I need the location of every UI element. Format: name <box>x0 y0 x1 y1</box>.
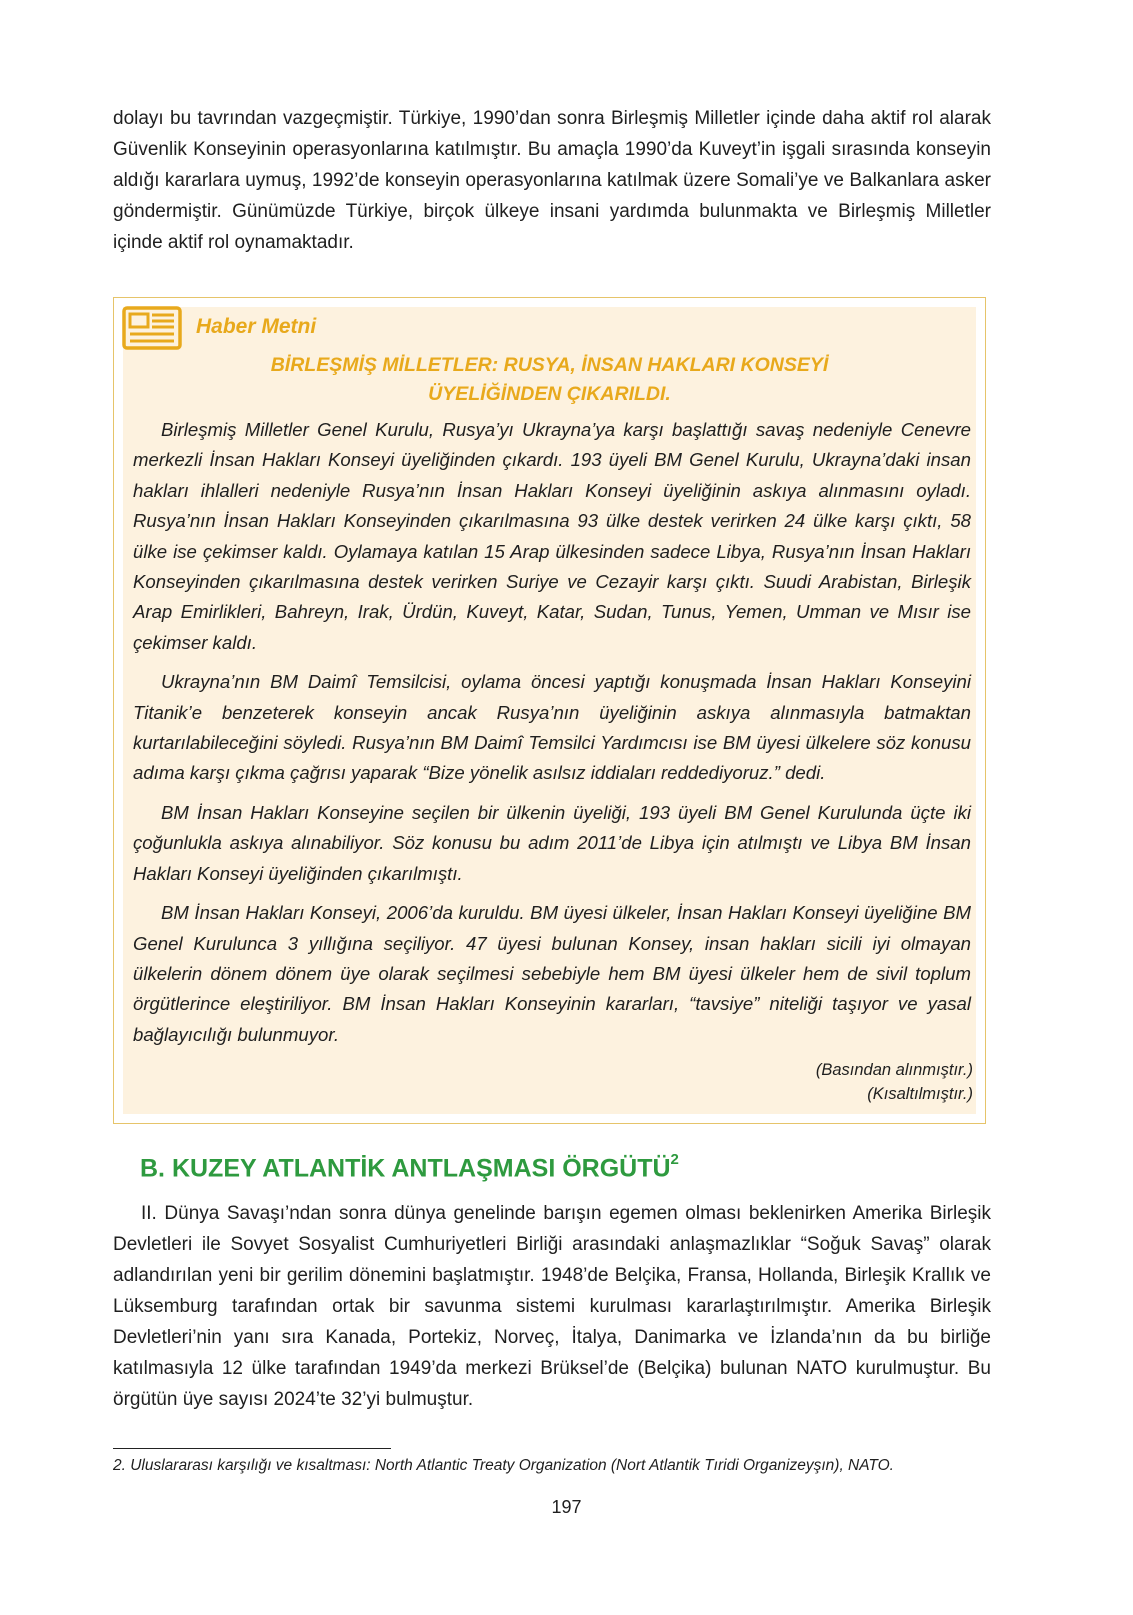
news-source <box>816 1058 973 1106</box>
news-paragraph: BM İnsan Hakları Konseyine seçilen bir ülkenin üyeliği, 193 üyeli BM Genel Kurulunda üçte iki çoğunlukla askıya alınabiliyor. Söz konusu bu adım 2011’de Libya için atılmıştı ve Libya BM İnsan Hakları Konseyi üyeliğinden çıkarılmıştı. <box>133 801 971 884</box>
news-title-line-2: ÜYELİĞİNDEN ÇIKARILDI. <box>428 383 671 405</box>
news-body <box>133 415 971 1059</box>
footnote-divider <box>113 1448 391 1449</box>
news-paragraph: Birleşmiş Milletler Genel Kurulu, Rusya’yı Ukrayna’ya karşı başlattığı savaş nedeniyle Cenevre merkezli İnsan Hakları Konseyi üyeliğinden çıkardı. 193 üyeli BM Genel Kurulu, Ukrayna’daki insan hakları ihlalleri nedeniyle Rusya’nın İnsan Hakları Konseyi üyeliğinin askıya alınmasını oyladı. Rusya’nın İnsan Hakları Konseyinden çıkarılmasına 93 ülke destek verirken 24 ülke karşı çıktı, 58 ülke ise çekimser kaldı. Oylamaya katılan 15 Arap ülkesinden sadece Libya, Rusya’nın İnsan Hakları Konseyinden çıkarılmasına destek verirken Suriye ve Cezayir karşı çıktı. Suudi Arabistan, Birleşik Arap Emirlikleri, Bahreyn, Irak, Ürdün, Kuveyt, Katar, Sudan, Tunus, Yemen, Umman ve Mısır ise çekimser kaldı. <box>133 419 971 653</box>
intro-paragraph: dolayı bu tavrından vazgeçmiştir. Türkiye, 1990’dan sonra Birleşmiş Milletler içinde daha aktif rol alarak Güvenlik Konseyinin operasyonlarına katılmıştır. Bu amaçla 1990’da Kuveyt’in işgali sırasında konseyin aldığı kararlara uymuş, 1992’de konseyin operasyonlarına katılmak üzere Somali’ye ve Balkanlara asker göndermiştir. Günümüzde Türkiye, birçok ülkeye insani yardımda bulunmakta ve Birleşmiş Milletler içinde aktif rol oynamaktadır. <box>113 108 991 253</box>
news-label: Haber Metni <box>196 315 317 338</box>
nato-paragraph-block <box>113 1198 991 1415</box>
news-source-line-1: (Basından alınmıştır.) <box>815 1061 973 1079</box>
page-number: 197 <box>551 1497 582 1517</box>
news-paragraph: Ukrayna’nın BM Daimî Temsilcisi, oylama öncesi yaptığı konuşmada İnsan Hakları Konseyini Titanik’e benzeterek konseyin ancak Rusya’nın üyeliğinin askıya alınmasıyla batmaktan kurtarılabileceğini söyledi. Rusya’nın BM Daimî Temsilci Yardımcısı ise BM üyesi ülkelere söz konusu adıma karşı çıkma çağrısı yaparak “Bize yönelik asılsız iddiaları reddediyoruz.” dedi. <box>133 671 971 784</box>
section-heading-text: B. KUZEY ATLANTİK ANTLAŞMASI ÖRGÜTÜ <box>140 1154 671 1183</box>
news-title <box>133 351 966 409</box>
newspaper-icon <box>122 306 182 350</box>
news-source-line-2: (Kısaltılmıştır.) <box>867 1085 973 1103</box>
news-paragraph: BM İnsan Hakları Konseyi, 2006’da kuruldu. BM üyesi ülkeler, İnsan Hakları Konseyi üyeliğine BM Genel Kurulunca 3 yıllığına seçiliyor. 47 üyesi bulunan Konsey, insan hakları sicili iyi olmayan ülkelerin dönem dönem üye olarak seçilmesi sebebiyle hem BM üyesi ülkeler hem de sivil toplum örgütlerince eleştiriliyor. BM İnsan Hakları Konseyinin kararları, “tavsiye” niteliği taşıyor ve yasal bağlayıcılığı bulunmuyor. <box>133 902 971 1045</box>
section-heading <box>140 1151 679 1183</box>
footnote: 2. Uluslararası karşılığı ve kısaltması: North Atlantic Treaty Organization (Nort Atlantik Tıridi Organizeyşın), NATO. <box>113 1457 894 1474</box>
nato-paragraph: II. Dünya Savaşı’ndan sonra dünya genelinde barışın egemen olması beklenirken Amerika Birleşik Devletleri ile Sovyet Sosyalist Cumhuriyetleri Birliği arasındaki anlaşmazlıklar “Soğuk Savaş” olarak adlandırılan yeni bir gerilim dönemini başlatmıştır. 1948’de Belçika, Fransa, Hollanda, Birleşik Krallık ve Lüksemburg tarafından ortak bir savunma sistemi kurulması kararlaştırılmıştır. Amerika Birleşik Devletleri’nin yanı sıra Kanada, Portekiz, Norveç, İtalya, Danimarka ve İzlanda’nın da bu birliğe katılmasıyla 12 ülke tarafından 1949’da merkezi Brüksel’de (Belçika) bulunan NATO kurulmuştur. Bu örgütün üye sayısı 2024’te 32’yi bulmuştur. <box>113 1203 991 1410</box>
footnote-mark: 2 <box>670 1151 679 1168</box>
news-title-line-1: BİRLEŞMİŞ MİLLETLER: RUSYA, İNSAN HAKLARI KONSEYİ <box>270 354 829 376</box>
